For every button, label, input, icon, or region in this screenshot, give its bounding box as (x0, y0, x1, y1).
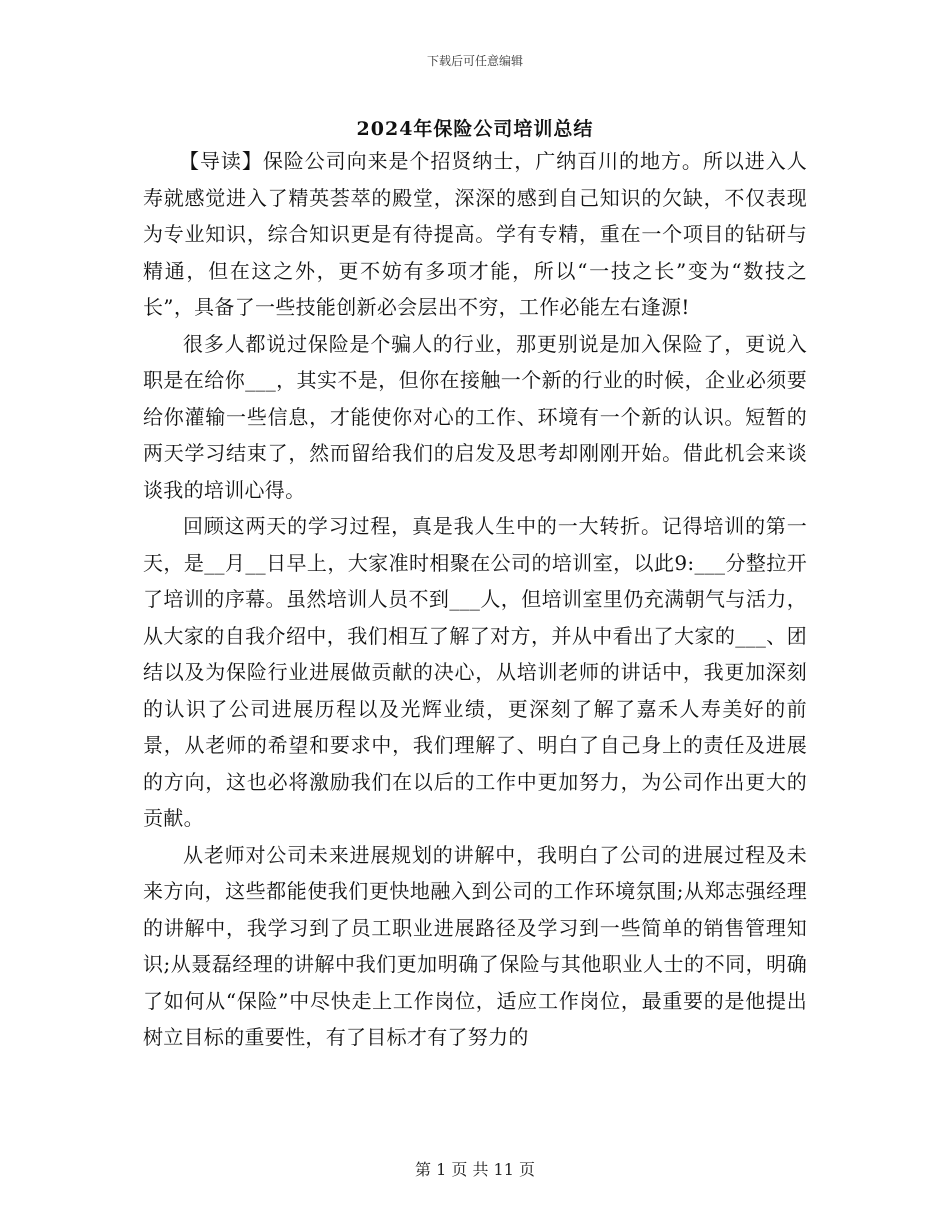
document-title: 2024年保险公司培训总结 (356, 118, 594, 140)
paragraph-intro: 【导读】保险公司向来是个招贤纳士，广纳百川的地方。所以进入人寿就感觉进入了精英荟萃的殿堂，深深的感到自己知识的欠缺，不仅表现为专业知识，综合知识更是有待提高。学有专精，重在一个项目的钻研与精通，但在这之外，更不妨有多项才能，所以“一技之长”变为“数技之长”，具备了一些技能创新必会层出不穷，工作必能左右逢源! (143, 149, 807, 319)
page-header-note: 下载后可任意编辑 (426, 54, 523, 68)
page-number-footer: 第 1 页 共 11 页 (415, 1160, 535, 1179)
paragraph-3: 回顾这两天的学习过程，真是我人生中的一大转折。记得培训的第一天，是__月__日早上，大家准时相聚在公司的培训室，以此9:___分整拉开了培训的序幕。虽然培训人员不到___人，但培训室里仍充满朝气与活力，从大家的自我介绍中，我们相互了解了对方，并从中看出了大家的___、团结以及为保险行业进展做贡献的决心，从培训老师的讲话中，我更加深刻的认识了公司进展历程以及光辉业绩，更深刻了解了嘉禾人寿美好的前景，从老师的希望和要求中，我们理解了、明白了自己身上的责任及进展的方向，这也必将激励我们在以后的工作中更加努力，为公司作出更大的贡献。 (143, 514, 807, 830)
paragraph-2: 很多人都说过保险是个骗人的行业，那更别说是加入保险了，更说入职是在给你___，其实不是，但你在接触一个新的行业的时候，企业必须要给你灌输一些信息，才能使你对心的工作、环境有一个新的认识。短暂的两天学习结束了，然而留给我们的启发及思考却刚刚开始。借此机会来谈谈我的培训心得。 (143, 331, 807, 502)
document-body (143, 143, 807, 1056)
paragraph-4: 从老师对公司未来进展规划的讲解中，我明白了公司的进展过程及未来方向，这些都能使我们更快地融入到公司的工作环境氛围;从郑志强经理的讲解中，我学习到了员工职业进展路径及学习到一些简单的销售管理知识;从聂磊经理的讲解中我们更加明确了保险与其他职业人士的不同，明确了如何从“保险”中尽快走上工作岗位，适应工作岗位，最重要的是他提出树立目标的重要性，有了目标才有了努力的 (143, 842, 807, 1049)
